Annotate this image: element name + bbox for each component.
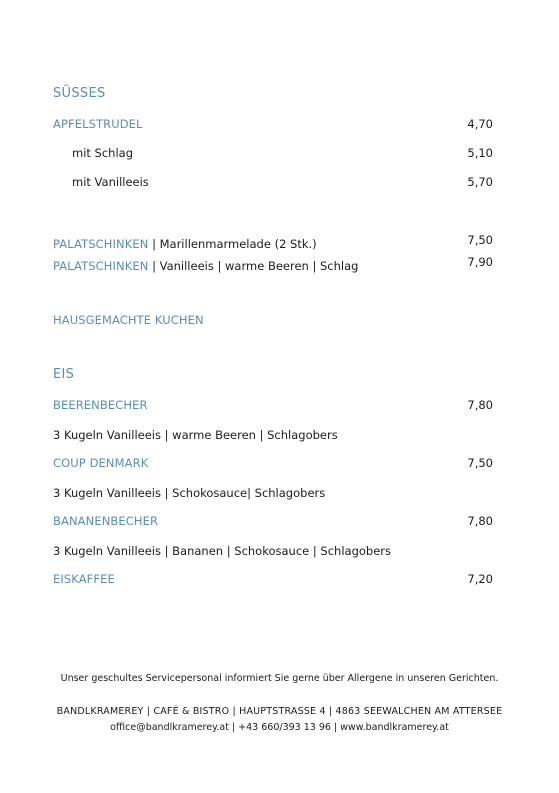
item-name-coup-denmark: COUP DENMARK <box>53 456 149 470</box>
option-label-mit-schlag: mit Schlag <box>72 146 134 160</box>
menu-line-palatschinken-1 <box>53 233 317 252</box>
item-desc: Marillenmarmelade (2 Stk.) <box>159 237 317 251</box>
item-name-bananenbecher: BANANENBECHER <box>53 514 159 528</box>
item-name-hausgemachte-kuchen: HAUSGEMACHTE KUCHEN <box>53 313 204 327</box>
section-heading-suesses: SÜSSES <box>53 86 106 101</box>
item-name-beerenbecher: BEERENBECHER <box>53 398 148 412</box>
item-desc: Vanilleeis | warme Beeren | Schlag <box>159 259 359 273</box>
item-name-apfelstrudel: APFELSTRUDEL <box>53 117 143 131</box>
item-price-beerenbecher: 7,80 <box>467 398 493 412</box>
allergen-note: Unser geschultes Servicepersonal informiert Sie gerne über Allergene in unseren Gerichten. <box>60 673 499 684</box>
separator: | <box>148 259 160 273</box>
option-label-mit-vanilleeis: mit Vanilleeis <box>72 175 149 189</box>
section-heading-eis: EIS <box>53 367 75 382</box>
footer-address: BANDLKRAMEREY | CAFÉ & BISTRO | HAUPTSTRASSE 4 | 4863 SEEWALCHEN AM ATTERSEE <box>56 706 503 717</box>
item-price-bananenbecher: 7,80 <box>467 514 493 528</box>
footer-contact: office@bandlkramerey.at | +43 660/393 13 96 | www.bandlkramerey.at <box>110 722 449 733</box>
item-price-coup-denmark: 7,50 <box>467 456 493 470</box>
item-name-palatschinken: PALATSCHINKEN <box>53 237 149 251</box>
item-desc-bananenbecher: 3 Kugeln Vanilleeis | Bananen | Schokosauce | Schlagobers <box>53 544 391 558</box>
item-price-palatschinken-2: 7,90 <box>467 255 493 269</box>
item-price-palatschinken-1: 7,50 <box>467 233 493 247</box>
item-price-eiskaffee: 7,20 <box>467 572 493 586</box>
item-desc-coup-denmark: 3 Kugeln Vanilleeis | Schokosauce| Schlagobers <box>53 486 326 500</box>
option-price-mit-schlag: 5,10 <box>467 146 493 160</box>
item-name-eiskaffee: EISKAFFEE <box>53 572 115 586</box>
item-price-apfelstrudel: 4,70 <box>467 117 493 131</box>
item-desc-beerenbecher: 3 Kugeln Vanilleeis | warme Beeren | Schlagobers <box>53 428 338 442</box>
separator: | <box>148 237 160 251</box>
menu-line-palatschinken-2 <box>53 255 358 274</box>
item-name-palatschinken: PALATSCHINKEN <box>53 259 149 273</box>
option-price-mit-vanilleeis: 5,70 <box>467 175 493 189</box>
